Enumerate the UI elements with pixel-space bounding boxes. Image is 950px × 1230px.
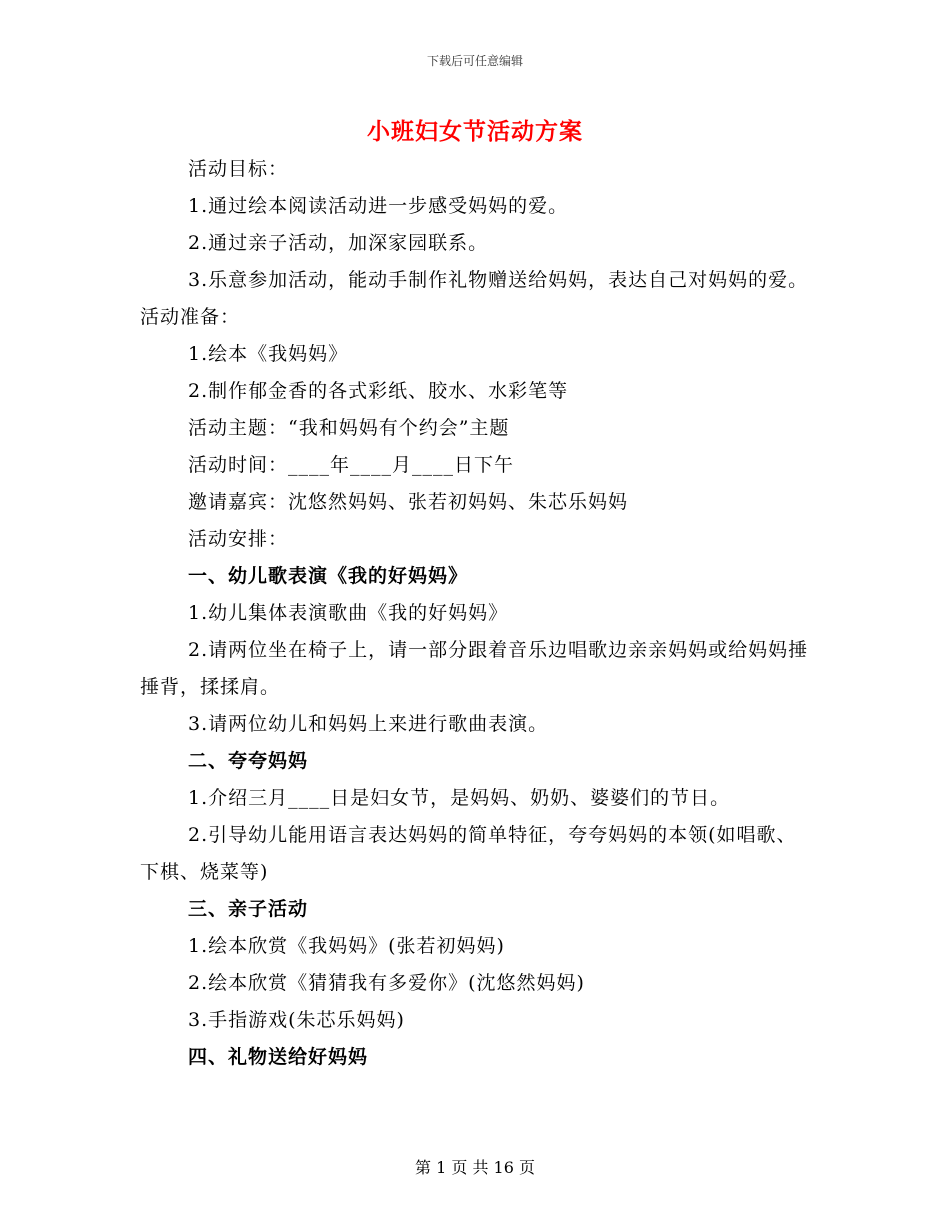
- paragraph-goal-3: 3.乐意参加活动，能动手制作礼物赠送给妈妈，表达自己对妈妈的爱。活动准备：: [140, 269, 809, 328]
- page-footer: 第 1 页 共 16 页: [415, 1158, 535, 1177]
- paragraph-guests: 邀请嘉宾：沈悠然妈妈、张若初妈妈、朱芯乐妈妈: [188, 491, 629, 513]
- section-heading-2: 二、夸夸妈妈: [188, 750, 309, 772]
- paragraph-section1-item2: 2.请两位坐在椅子上，请一部分跟着音乐边唱歌边亲亲妈妈或给妈妈捶捶背，揉揉肩。: [140, 639, 809, 698]
- paragraph-section2-item2: 2.引导幼儿能用语言表达妈妈的简单特征，夸夸妈妈的本领(如唱歌、下棋、烧菜等): [140, 824, 797, 883]
- paragraph-prep-1: 1.绘本《我妈妈》: [188, 343, 349, 365]
- paragraph-goal-heading: 活动目标：: [188, 158, 289, 180]
- paragraph-section3-item2: 2.绘本欣赏《猜猜我有多爱你》(沈悠然妈妈): [188, 972, 585, 994]
- document-body: [140, 151, 810, 1076]
- section-heading-3: 三、亲子活动: [188, 898, 309, 920]
- section-heading-1: 一、幼儿歌表演《我的好妈妈》: [188, 565, 469, 587]
- paragraph-section2-item1: 1.介绍三月____日是妇女节，是妈妈、奶奶、婆婆们的节日。: [188, 787, 731, 809]
- document-title: 小班妇女节活动方案: [367, 118, 583, 145]
- paragraph-theme: 活动主题：“我和妈妈有个约会”主题: [188, 417, 510, 439]
- paragraph-section1-item3: 3.请两位幼儿和妈妈上来进行歌曲表演。: [188, 713, 549, 735]
- paragraph-goal-1: 1.通过绘本阅读活动进一步感受妈妈的爱。: [188, 195, 569, 217]
- paragraph-prep-2: 2.制作郁金香的各式彩纸、胶水、水彩笔等: [188, 380, 569, 402]
- section-heading-4: 四、礼物送给好妈妈: [188, 1046, 369, 1068]
- paragraph-section3-item1: 1.绘本欣赏《我妈妈》(张若初妈妈): [188, 935, 505, 957]
- paragraph-goal-2: 2.通过亲子活动，加深家园联系。: [188, 232, 489, 254]
- paragraph-time: 活动时间：____年____月____日下午: [188, 454, 515, 476]
- paragraph-section3-item3: 3.手指游戏(朱芯乐妈妈): [188, 1009, 405, 1031]
- header-note: 下载后可任意编辑: [426, 54, 523, 68]
- paragraph-schedule-heading: 活动安排：: [188, 528, 289, 550]
- paragraph-section1-item1: 1.幼儿集体表演歌曲《我的好妈妈》: [188, 602, 509, 624]
